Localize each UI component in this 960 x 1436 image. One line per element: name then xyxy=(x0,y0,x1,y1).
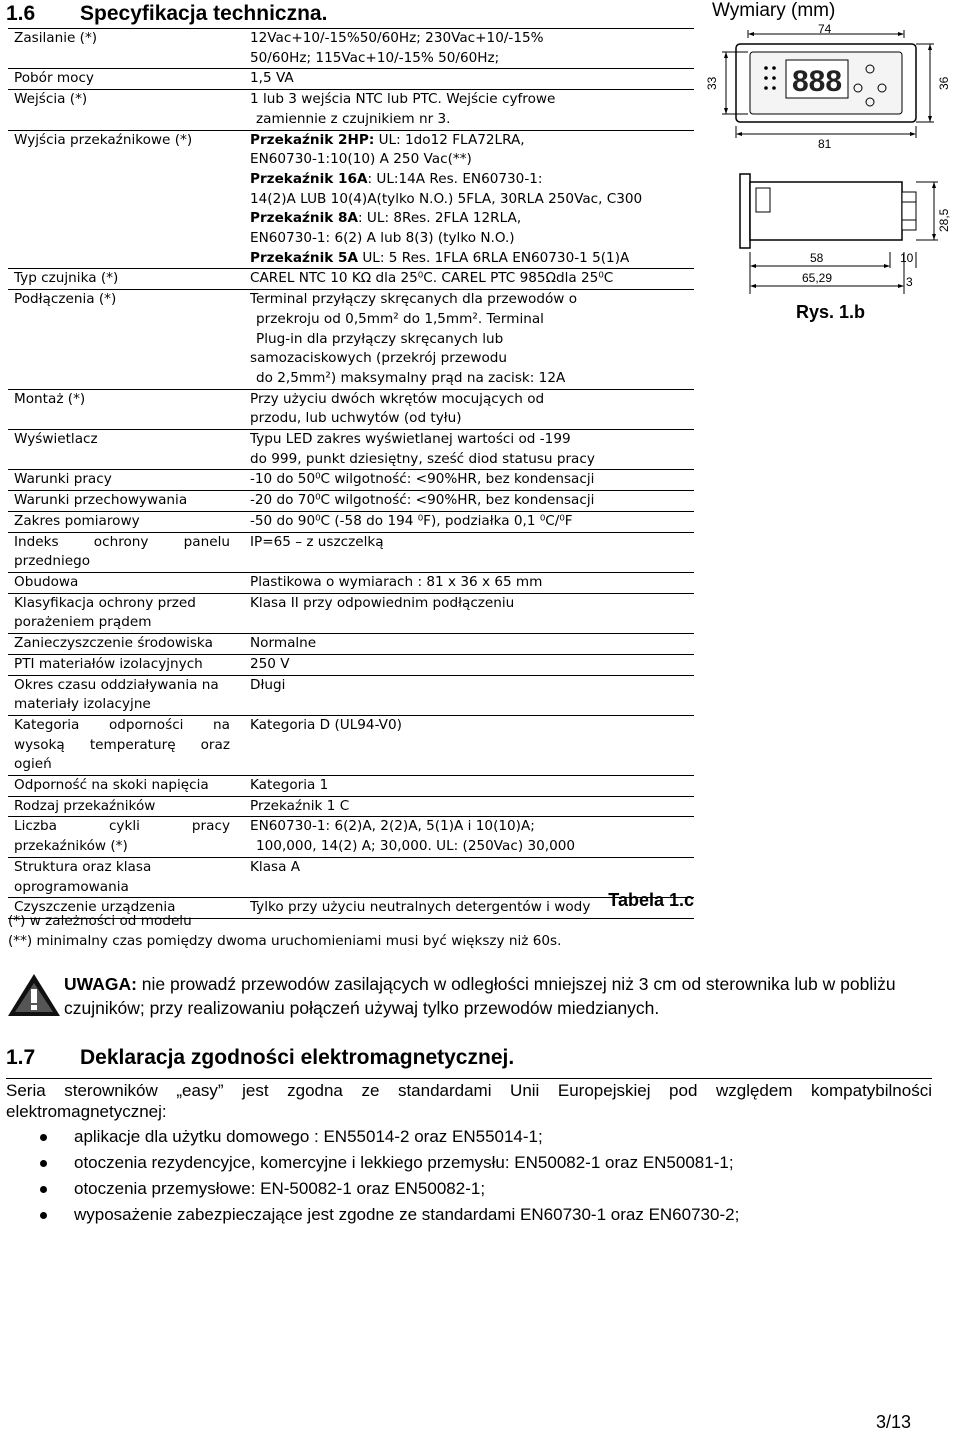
row-value xyxy=(230,491,694,511)
table-row xyxy=(8,90,694,130)
warning-label: UWAGA: xyxy=(64,974,137,994)
value-line: Plastikowa o wymiarach : 81 x 36 x 65 mm xyxy=(250,573,543,590)
list-item-text: aplikacje dla użytku domowego : EN55014-2 oraz EN55014-1; xyxy=(74,1127,543,1146)
value-line: Klasa II przy odpowiednim podłączeniu xyxy=(250,594,515,611)
table-row xyxy=(8,269,694,290)
row-value xyxy=(230,676,694,715)
row-value xyxy=(230,776,694,796)
value-line: 1,5 VA xyxy=(250,70,294,87)
value-line: Normalne xyxy=(250,635,317,652)
table-row xyxy=(8,716,694,776)
side-front-bezel xyxy=(740,174,750,248)
row-label: Wyświetlacz xyxy=(14,431,98,448)
row-label: PTI materiałów izolacyjnych xyxy=(14,655,203,672)
warning-icon xyxy=(6,972,62,1018)
list-item-text: otoczenia przemysłowe: EN-50082-1 oraz EN50082-1; xyxy=(74,1179,486,1198)
table-row xyxy=(8,573,694,594)
table-row xyxy=(8,29,694,69)
value-line: Przekaźnik 2HP: UL: 1do12 FLA72LRA, xyxy=(250,131,525,148)
row-value xyxy=(230,470,694,490)
value-line: Przekaźnik 8A: UL: 8Res. 2FLA 12RLA, xyxy=(250,210,522,227)
table-row xyxy=(8,594,694,634)
value-line: przodu, lub uchwytów (od tyłu) xyxy=(250,410,462,427)
row-label: Okres czasu oddziaływania na materiały izolacyjne xyxy=(14,676,219,713)
dimension-drawing xyxy=(705,22,958,302)
row-label: Kategoria odporności na wysoką temperaturę oraz ogień xyxy=(14,716,230,773)
value-line: Tylko przy użyciu neutralnych detergentów i wody xyxy=(250,899,591,916)
value-line: EN60730-1:10(10) A 250 Vac(**) xyxy=(250,151,472,168)
section-heading-1-7 xyxy=(6,1046,514,1070)
table-row xyxy=(8,533,694,573)
table-row xyxy=(8,131,694,270)
row-value xyxy=(230,430,694,469)
list-item-text: wyposażenie zabezpieczające jest zgodne ze standardami EN60730-1 oraz EN60730-2; xyxy=(74,1205,740,1224)
row-label: Zasilanie (*) xyxy=(14,30,98,46)
value-line: 50/60Hz; 115Vac+10/-15% 50/60Hz; xyxy=(250,49,500,66)
row-label: Montaż (*) xyxy=(14,390,86,407)
bullet-icon xyxy=(40,1160,47,1167)
bullet-icon xyxy=(40,1186,47,1193)
row-value xyxy=(230,69,694,89)
row-label: Czyszczenie urządzenia xyxy=(14,899,176,916)
row-value xyxy=(230,533,694,572)
value-line: 14(2)A LUB 10(4)A(tylko N.O.) 5FLA, 30RLA 250Vac, C300 xyxy=(250,190,643,207)
row-label: Warunki pracy xyxy=(14,471,112,488)
value-line: Przekaźnik 1 C xyxy=(250,797,350,814)
dim-width-top: 74 xyxy=(818,22,832,36)
row-label: Struktura oraz klasa oprogramowania xyxy=(14,858,152,895)
section-heading-1-6 xyxy=(6,2,327,26)
table-row xyxy=(8,512,694,533)
table-row xyxy=(8,390,694,430)
page-number: 3/13 xyxy=(875,1412,911,1432)
value-line: zamiennie z czujnikiem nr 3. xyxy=(256,110,451,127)
value-line: Przekaźnik 5A UL: 5 Res. 1FLA 6RLA EN60730-1 5(1)A xyxy=(250,249,630,266)
dim-6529: 65,29 xyxy=(802,271,833,285)
row-value xyxy=(230,797,694,817)
row-value xyxy=(230,29,694,68)
row-label: Odporność na skoki napięcia xyxy=(14,777,209,794)
row-label: Zakres pomiarowy xyxy=(14,512,140,529)
table-row xyxy=(8,634,694,655)
value-line: Kategoria 1 xyxy=(250,777,329,794)
row-label: Warunki przechowywania xyxy=(14,492,188,509)
value-line: -10 do 50⁰C wilgotność: <90%HR, bez kondensacji xyxy=(250,471,595,488)
table-row xyxy=(8,655,694,676)
row-label: Klasyfikacja ochrony przed porażeniem prądem xyxy=(14,594,196,631)
value-line: do 999, punkt dziesiętny, sześć diod statusu pracy xyxy=(250,450,595,467)
row-label: Rodzaj przekaźników xyxy=(14,797,156,814)
list-item-text: otoczenia rezydencyjce, komercyjne i lekkiego przemysłu: EN50082-1 oraz EN50081-1; xyxy=(74,1153,734,1172)
row-label: Pobór mocy xyxy=(14,70,94,87)
display-digits: 888 xyxy=(792,65,843,98)
value-line: 100,000, 14(2) A; 30,000. UL: (250Vac) 30,000 xyxy=(256,838,576,855)
table-row xyxy=(8,491,694,512)
table-row xyxy=(8,676,694,716)
figure-caption: Rys. 1.b xyxy=(796,302,866,322)
dim-10: 10 xyxy=(900,251,914,265)
value-line: 250 V xyxy=(250,655,290,672)
value-line: samozaciskowych (przekrój przewodu xyxy=(250,350,508,367)
row-value xyxy=(230,131,694,269)
value-line: 1 lub 3 wejścia NTC lub PTC. Wejście cyfrowe xyxy=(250,91,556,108)
table-row xyxy=(8,797,694,818)
section-number: 1.6 xyxy=(6,2,36,25)
table-row xyxy=(8,776,694,797)
table-caption: Tabela 1.c xyxy=(608,890,694,910)
row-value xyxy=(230,390,694,429)
row-value xyxy=(230,90,694,129)
value-line: Terminal przyłączy skręcanych dla przewodów o xyxy=(250,291,578,308)
row-value xyxy=(230,655,694,675)
table-row xyxy=(8,430,694,470)
row-value xyxy=(230,634,694,654)
warning-text: nie prowadź przewodów zasilających w odległości mniejszej niż 3 cm od sterownika lub w pobliżu czujników; przy realizowaniu połączeń używaj tylko przewodów miedzianych. xyxy=(64,974,896,1018)
row-value xyxy=(230,512,694,532)
list-item xyxy=(6,1150,932,1176)
value-line: Klasa A xyxy=(250,858,301,875)
declaration-intro: Seria sterowników „easy” jest zgodna ze standardami Unii Europejskiej pod względem kompatybilności elektromagnetycznej: xyxy=(6,1081,932,1121)
value-line: Długi xyxy=(250,676,286,693)
dim-depth: 28,5 xyxy=(937,208,951,232)
dim-3: 3 xyxy=(906,275,913,289)
value-line: Przy użyciu dwóch wkrętów mocujących od xyxy=(250,390,545,407)
value-line: 12Vac+10/-15%50/60Hz; 230Vac+10/-15% xyxy=(250,30,544,46)
footnote: (*) w zależności od modelu xyxy=(8,913,192,929)
dim-height-right: 36 xyxy=(937,76,951,90)
section-title: Specyfikacja techniczna. xyxy=(80,2,328,25)
bullet-icon xyxy=(40,1212,47,1219)
row-label: Liczba cykli pracy przekaźników (*) xyxy=(14,818,230,855)
row-value xyxy=(230,573,694,593)
row-label: Wyjścia przekaźnikowe (*) xyxy=(14,131,193,148)
side-housing xyxy=(750,182,902,240)
dimensions-title: Wymiary (mm) xyxy=(712,0,836,21)
section-number: 1.7 xyxy=(6,1046,36,1069)
value-line: IP=65 – z uszczelką xyxy=(250,533,384,550)
table-row xyxy=(8,817,694,857)
dim-height-left: 33 xyxy=(705,76,719,90)
row-label: Obudowa xyxy=(14,573,79,590)
row-label: Indeks ochrony panelu przedniego xyxy=(14,533,230,570)
table-row xyxy=(8,69,694,90)
side-terminal xyxy=(902,192,916,230)
dim-58: 58 xyxy=(810,251,824,265)
row-value xyxy=(230,817,694,856)
row-value xyxy=(230,269,694,289)
warning-block xyxy=(6,972,936,1020)
value-line: CAREL NTC 10 KΩ dla 25⁰C. CAREL PTC 985Ωdla 25⁰C xyxy=(250,270,614,287)
table-row xyxy=(8,470,694,491)
value-line: przekroju od 0,5mm² do 1,5mm². Terminal xyxy=(256,310,544,327)
value-line: Typu LED zakres wyświetlanej wartości od -199 xyxy=(250,431,571,448)
row-value xyxy=(230,290,694,389)
value-line: -20 do 70⁰C wilgotność: <90%HR, bez kondensacji xyxy=(250,492,595,509)
value-line: -50 do 90⁰C (-58 do 194 ⁰F), podziałka 0,1 ⁰C/⁰F xyxy=(250,512,573,529)
footnote: (**) minimalny czas pomiędzy dwoma uruchomieniami musi być większy niż 60s. xyxy=(8,933,562,949)
bullet-icon xyxy=(40,1134,47,1141)
value-line: do 2,5mm²) maksymalny prąd na zacisk: 12A xyxy=(256,369,566,386)
value-line: Przekaźnik 16A: UL:14A Res. EN60730-1: xyxy=(250,170,543,187)
value-line: EN60730-1: 6(2) A lub 8(3) (tylko N.O.) xyxy=(250,230,515,247)
value-line: Kategoria D (UL94-V0) xyxy=(250,716,402,733)
dim-width-bottom: 81 xyxy=(818,137,832,151)
row-label: Typ czujnika (*) xyxy=(14,270,119,287)
list-item xyxy=(6,1124,932,1150)
list-item xyxy=(6,1202,932,1228)
list-item xyxy=(6,1176,932,1202)
row-label: Podłączenia (*) xyxy=(14,291,117,308)
row-label: Wejścia (*) xyxy=(14,91,88,108)
value-line: EN60730-1: 6(2)A, 2(2)A, 5(1)A i 10(10)A; xyxy=(250,818,535,835)
declaration-list xyxy=(6,1124,932,1228)
declaration-block xyxy=(6,1078,932,1228)
row-label: Zanieczyszczenie środowiska xyxy=(14,635,213,652)
row-value xyxy=(230,716,694,775)
row-value xyxy=(230,594,694,633)
table-row xyxy=(8,290,694,390)
spec-table xyxy=(8,28,694,919)
value-line: Plug-in dla przyłączy skręcanych lub xyxy=(256,330,504,347)
section-title: Deklaracja zgodności elektromagnetycznej. xyxy=(80,1046,515,1069)
table-row xyxy=(8,858,694,898)
